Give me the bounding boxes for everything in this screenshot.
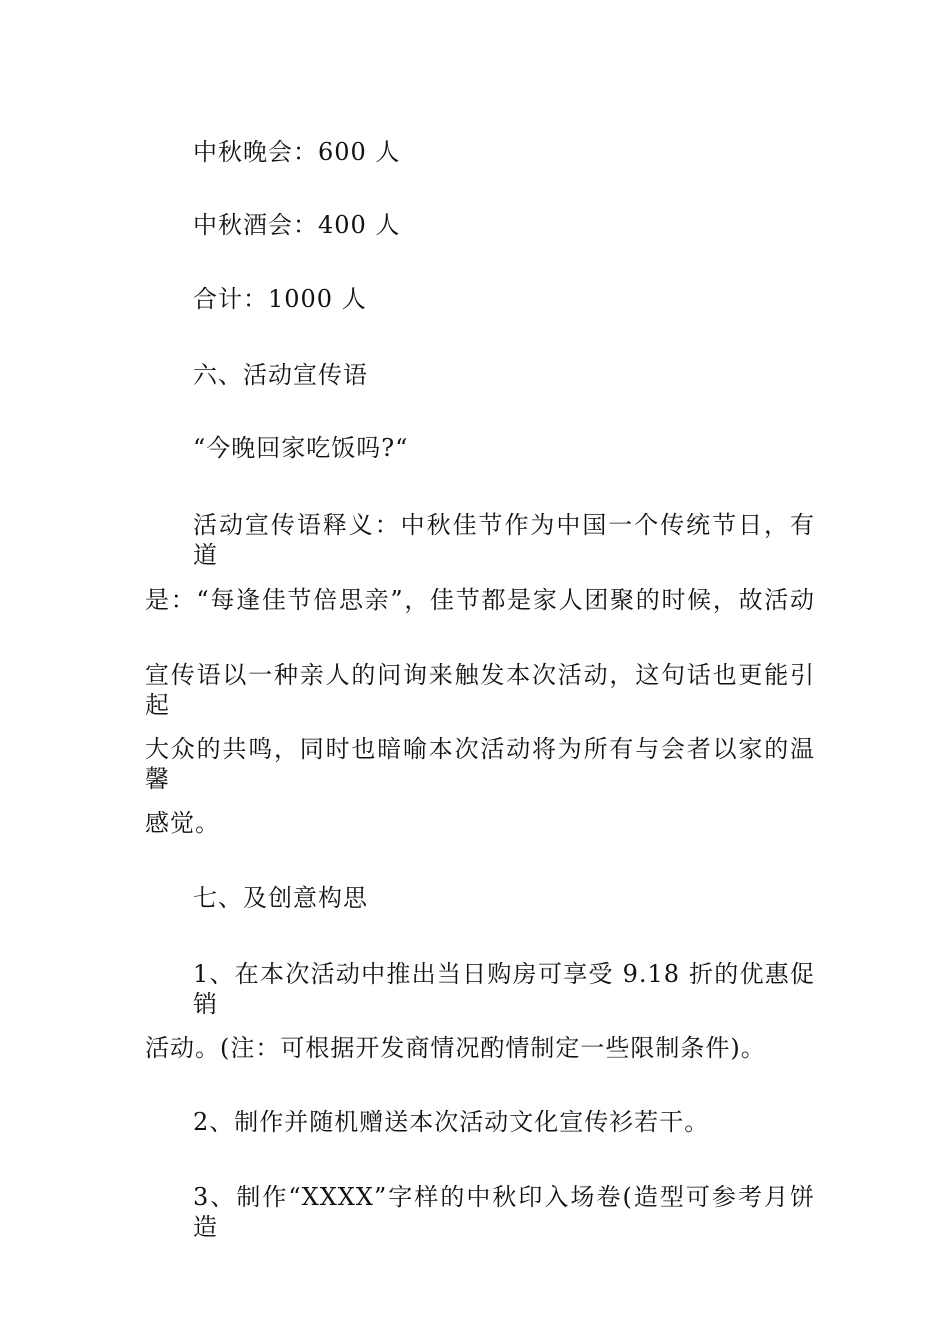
paragraph-line: 活动宣传语释义：中秋佳节作为中国一个传统节日，有道 [193, 511, 815, 569]
section-heading: 六、活动宣传语 [193, 361, 368, 389]
paragraph-line: 中秋晚会：600 人 [193, 138, 401, 166]
paragraph-line: 1、在本次活动中推出当日购房可享受 9.18 折的优惠促销 [193, 960, 815, 1018]
paragraph-line: 宣传语以一种亲人的问询来触发本次活动，这句话也更能引起 [145, 661, 815, 719]
paragraph-line: 感觉。 [145, 809, 220, 837]
paragraph-line: 中秋酒会：400 人 [193, 211, 401, 239]
paragraph-line: 活动。(注：可根据开发商情况酌情制定一些限制条件)。 [145, 1034, 766, 1062]
paragraph-line: 2、制作并随机赠送本次活动文化宣传衫若干。 [193, 1108, 710, 1136]
paragraph-line: 大众的共鸣，同时也暗喻本次活动将为所有与会者以家的温馨 [145, 735, 815, 793]
paragraph-line: 合计：1000 人 [193, 285, 367, 313]
paragraph-line: 是：“每逢佳节倍思亲”，佳节都是家人团聚的时候，故活动 [145, 586, 815, 614]
section-heading: 七、及创意构思 [193, 884, 368, 912]
paragraph-line: 3、制作“XXXX”字样的中秋印入场卷(造型可参考月饼造 [193, 1183, 815, 1241]
slogan-line: “今晚回家吃饭吗?“ [193, 434, 409, 462]
